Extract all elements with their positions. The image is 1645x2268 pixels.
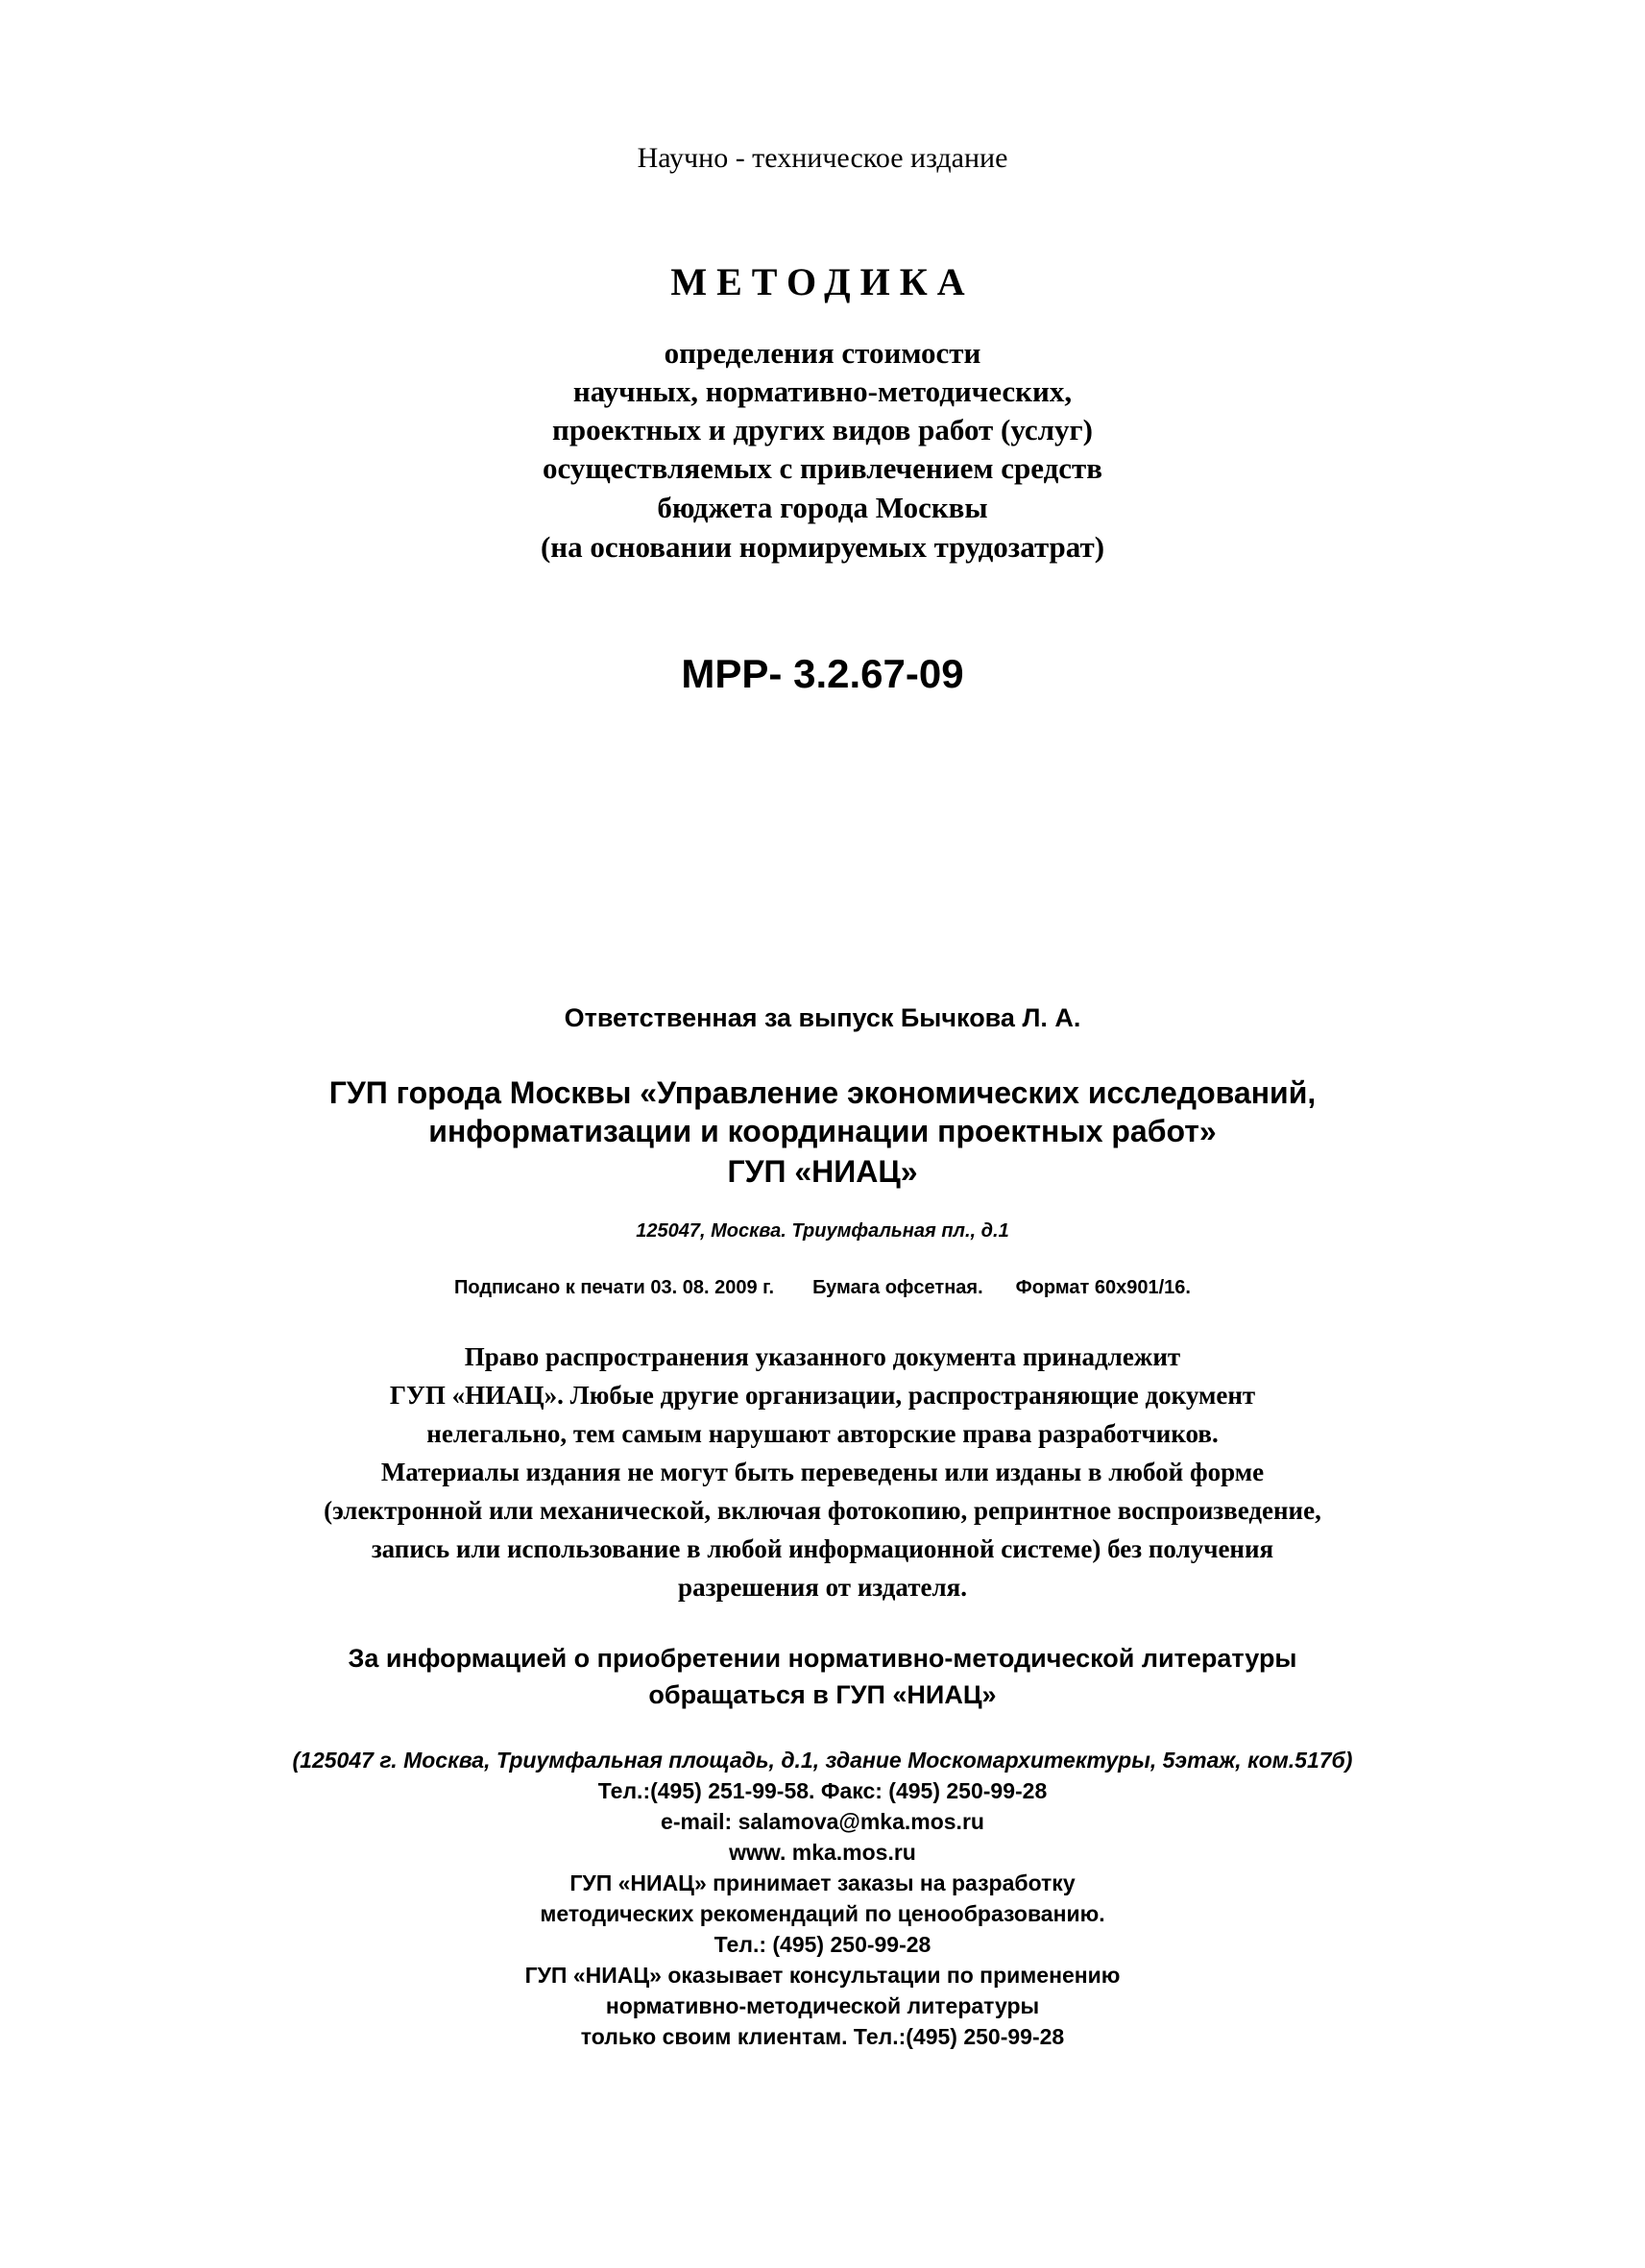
- rights-line: ГУП «НИАЦ». Любые другие организации, распространяющие документ: [389, 1381, 1256, 1410]
- document-title: МЕТОДИКА: [670, 260, 975, 303]
- rights-line: запись или использование в любой информационной системе) без получения: [371, 1534, 1274, 1563]
- rights-line: Право распространения указанного документа принадлежит: [464, 1342, 1181, 1371]
- info-line: За информацией о приобретении нормативно-методической литературы: [348, 1644, 1297, 1673]
- print-signed-date: Подписано к печати 03. 08. 2009 г.: [454, 1277, 775, 1298]
- contact-line: методических рекомендаций по ценообразованию.: [540, 1901, 1105, 1926]
- organization-line: ГУП «НИАЦ»: [727, 1154, 918, 1189]
- rights-line: разрешения от издателя.: [678, 1573, 967, 1602]
- print-info: [0, 1277, 1645, 1299]
- subtitle-line: определения стоимости: [664, 336, 981, 370]
- contact-line: нормативно-методической литературы: [605, 1993, 1040, 2018]
- rights-line: (электронной или механической, включая фотокопию, репринтное воспроизведение,: [324, 1496, 1321, 1525]
- contact-email: e-mail: salamova@mka.mos.ru: [661, 1809, 984, 1834]
- rights-line: нелегально, тем самым нарушают авторские права разработчиков.: [426, 1419, 1219, 1448]
- edition-type: Научно - техническое издание: [637, 142, 1008, 174]
- contact-website: www. mka.mos.ru: [729, 1840, 916, 1865]
- contact-line: ГУП «НИАЦ» принимает заказы на разработку: [569, 1870, 1076, 1895]
- contact-line: Тел.: (495) 250-99-28: [714, 1932, 931, 1957]
- organization-line: ГУП города Москвы «Управление экономических исследований,: [328, 1075, 1317, 1110]
- subtitle-line: научных, нормативно-методических,: [572, 374, 1073, 408]
- organization-line: информатизации и координации проектных работ»: [428, 1114, 1217, 1148]
- subtitle-line: проектных и других видов работ (услуг): [552, 413, 1093, 446]
- contact-line: только своим клиентам. Тел.:(495) 250-99-28: [580, 2024, 1065, 2049]
- organization-address: 125047, Москва. Триумфальная пл., д.1: [636, 1220, 1009, 1242]
- print-paper: Бумага офсетная.: [812, 1277, 983, 1298]
- document-code: МРР- 3.2.67-09: [681, 651, 964, 696]
- contact-line: ГУП «НИАЦ» оказывает консультации по применению: [524, 1963, 1121, 1988]
- print-format: Формат 60х901/16.: [1015, 1277, 1191, 1298]
- info-line: обращаться в ГУП «НИАЦ»: [648, 1680, 997, 1709]
- contact-address: (125047 г. Москва, Триумфальная площадь, д.1, здание Москомархитектуры, 5этаж, ком.517б): [292, 1748, 1353, 1773]
- subtitle-line: бюджета города Москвы: [657, 491, 988, 524]
- subtitle-line: осуществляемых с привлечением средств: [542, 451, 1102, 485]
- responsible-person: Ответственная за выпуск Бычкова Л. А.: [564, 1003, 1081, 1032]
- rights-line: Материалы издания не могут быть переведены или изданы в любой форме: [380, 1458, 1265, 1486]
- subtitle-line: (на основании нормируемых трудозатрат): [540, 530, 1105, 564]
- contact-phones: Тел.:(495) 251-99-58. Факс: (495) 250-99-28: [597, 1778, 1048, 1803]
